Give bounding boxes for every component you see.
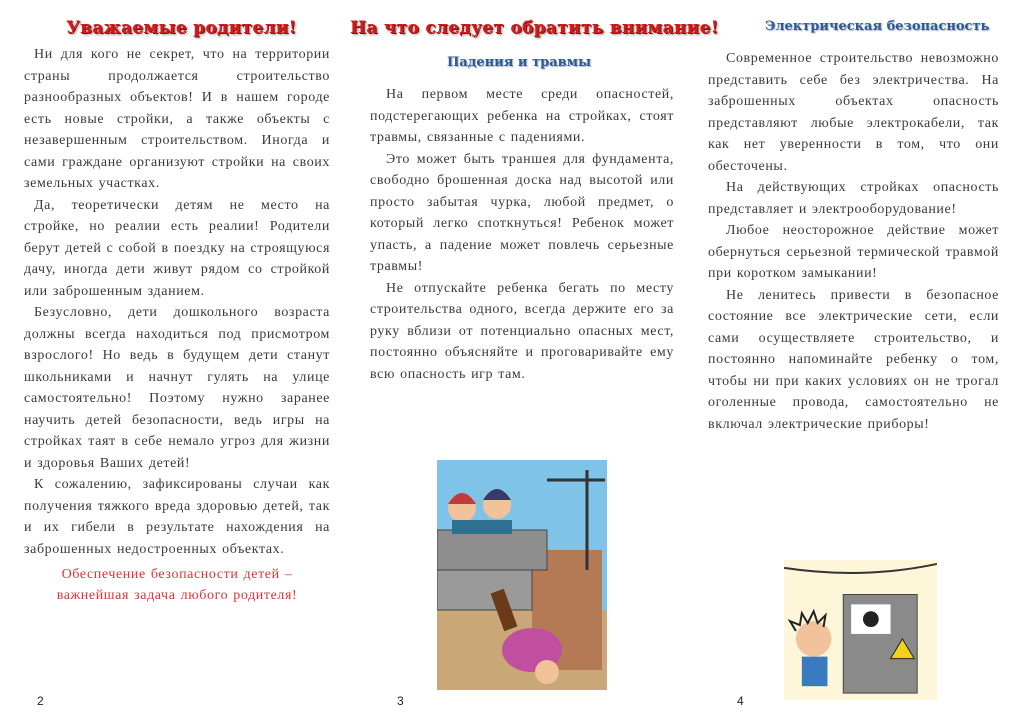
paragraph: Да, теоретически детям не место на стройке, но реалии есть реалии! Родители берут детей с собой в поездку на строящуюся дачу, иногда дети живут рядом со стройкой или заброшенным зданием. — [24, 197, 330, 299]
paragraph: На первом месте среди опасностей, подстерегающих ребенка на стройках, стоят травмы, связанные с падениями. — [370, 87, 674, 145]
paragraph: Современное строительство невозможно представить себе без электричества. На заброшенных объектах опасность представляют любые электрокабели, так как нет уверенности в том, что они обесточены. — [708, 51, 999, 174]
page-2-body — [24, 44, 330, 606]
page-3-body — [370, 84, 674, 385]
paragraph: К сожалению, зафиксированы случаи как получения тяжкого вреда здоровью детей, так и их гибели в результате нахождения на заброшенных недостроенных объектах. — [24, 477, 330, 557]
paragraph: Не ленитесь привести в безопасное состояние все электрические сети, если сами осуществляете строительство, и постоянно напоминайте ребенку о том, чтобы ни при каких условиях он не трогал оголенные провода, самостоятельно не включал электрические приборы! — [708, 287, 999, 432]
page-number: 2 — [37, 694, 44, 708]
page-4-body — [708, 48, 999, 435]
electric-danger-illustration — [783, 560, 938, 700]
warning-line: важнейшая задача любого родителя! — [56, 588, 298, 603]
warning-line: Обеспечение безопасности детей – — [61, 567, 293, 582]
paragraph: Это может быть траншея для фундамента, свободно брошенная доска над высотой или просто забытая чурка, любой предмет, о который легко споткнуться! Ребенок может упасть, а падение может повлечь серьезные травмы! — [370, 151, 674, 274]
page-number: 4 — [737, 694, 744, 708]
page-3-title: На что следует обратить внимание! — [350, 18, 719, 38]
page-number: 3 — [397, 694, 404, 708]
paragraph: Ни для кого не секрет, что на территории страны продолжается строительство разнообразных объектов! И в нашем городе есть новые стройки, а также объекты с незавершенным строительством. Иногда и сами граждане организуют стройки на своих земельных участках. — [24, 47, 330, 191]
paragraph: На действующих стройках опасность представляет и электрооборудование! — [708, 180, 999, 217]
paragraph: Безусловно, дети дошкольного возраста должны всегда находиться под присмотром взрослого! Но ведь в будущем дети станут школьниками и начнут гулять на улице самостоятельно! Поэтому нужно заранее научить детей безопасности, ведь игры на стройках таят в себе немало угроз для жизни и здоровья Ваших детей! — [24, 305, 330, 471]
page-2-warning — [24, 564, 330, 606]
page-2-title: Уважаемые родители! — [66, 18, 297, 38]
page-3-subtitle: Падения и травмы — [447, 55, 592, 70]
page-4-subtitle: Электрическая безопасность — [765, 19, 990, 34]
paragraph: Не отпускайте ребенка бегать по месту строительства одного, всегда держите его за руку вблизи от потенциально опасных мест, постоянно объясняйте и проговаривайте ему всю опасность игр там. — [370, 280, 674, 382]
paragraph: Любое неосторожное действие может обернуться серьезной термической травмой при коротком замыкании! — [708, 223, 999, 281]
falling-child-illustration — [437, 460, 607, 690]
